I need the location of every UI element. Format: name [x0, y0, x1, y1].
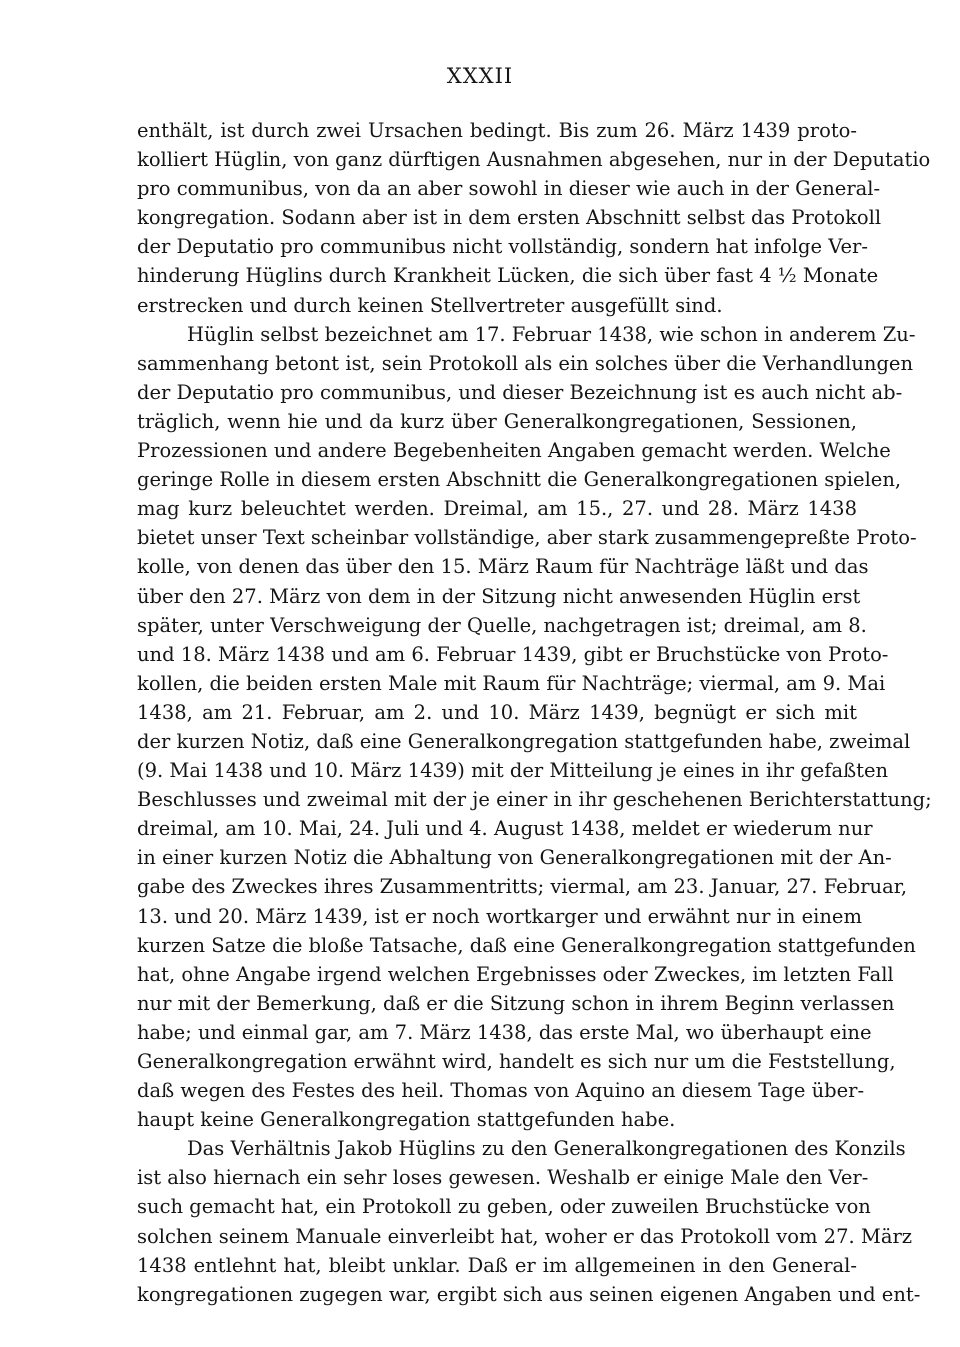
paragraph: [137, 116, 931, 320]
text-line: erstrecken und durch keinen Stellvertreter ausgefüllt sind.: [137, 293, 723, 317]
text-line: der kurzen Notiz, daß eine Generalkongregation stattgefunden habe, zweimal: [137, 729, 911, 753]
text-line: später, unter Verschweigung der Quelle, nachgetragen ist; dreimal, am 8.: [137, 613, 867, 637]
text-line: solchen seinem Manuale einverleibt hat, woher er das Protokoll vom 27. März: [137, 1224, 913, 1248]
text-line: sammenhang betont ist, sein Protokoll als ein solches über die Verhandlungen: [137, 351, 914, 375]
paragraph: [137, 1134, 921, 1309]
text-line: mag kurz beleuchtet werden. Dreimal, am 15., 27. und 28. März 1438: [137, 497, 857, 521]
text-line: haupt keine Generalkongregation stattgefunden habe.: [137, 1108, 676, 1132]
text-line: daß wegen des Festes des heil. Thomas von Aquino an diesem Tage über-: [137, 1079, 865, 1103]
text-line: Prozessionen und andere Begebenheiten Angaben gemacht werden. Welche: [137, 439, 891, 463]
text-line: kongregation. Sodann aber ist in dem ersten Abschnitt selbst das Protokoll: [137, 206, 882, 230]
text-line: hat, ohne Angabe irgend welchen Ergebnisses oder Zweckes, im letzten Fall: [137, 962, 894, 986]
text-line: Hüglin selbst bezeichnet am 17. Februar 1438, wie schon in anderem Zu-: [187, 322, 916, 346]
text-line: nur mit der Bemerkung, daß er die Sitzung schon in ihrem Beginn verlassen: [137, 991, 895, 1015]
text-line: kolle, von denen das über den 15. März Raum für Nachträge läßt und das: [137, 555, 869, 579]
text-line: enthält, ist durch zwei Ursachen bedingt. Bis zum 26. März 1439 proto-: [137, 119, 857, 142]
text-line: Beschlusses und zweimal mit der je einer in ihr geschehenen Berichterstattung;: [137, 788, 932, 812]
text-line: in einer kurzen Notiz die Abhaltung von Generalkongregationen mit der An-: [137, 846, 892, 870]
text-line: gabe des Zweckes ihres Zusammentritts; viermal, am 23. Januar, 27. Februar,: [137, 875, 908, 899]
text-line: und 18. März 1438 und am 6. Februar 1439, gibt er Bruchstücke von Proto-: [137, 642, 889, 666]
text-line: hinderung Hüglins durch Krankheit Lücken, die sich über fast 4 ½ Monate: [137, 264, 879, 288]
text-line: Generalkongregation erwähnt wird, handelt es sich nur um die Feststellung,: [137, 1050, 896, 1073]
text-line: über den 27. März von dem in der Sitzung nicht anwesenden Hüglin erst: [137, 584, 861, 608]
paragraph: [137, 320, 932, 1135]
text-line: such gemacht hat, ein Protokoll zu geben, oder zuweilen Bruchstücke von: [137, 1195, 871, 1219]
text-line: 1438 entlehnt hat, bleibt unklar. Daß er im allgemeinen in den General-: [137, 1253, 857, 1277]
text-line: kolliert Hüglin, von ganz dürftigen Ausnahmen abgesehen, nur in der Deputatio: [137, 148, 931, 172]
text-line: pro communibus, von da an aber sowohl in dieser wie auch in der General-: [137, 177, 881, 201]
text-line: 13. und 20. März 1439, ist er noch wortkarger und erwähnt nur in einem: [137, 904, 862, 928]
text-line: der Deputatio pro communibus nicht vollständig, sondern hat infolge Ver-: [137, 235, 868, 259]
text-line: 1438, am 21. Februar, am 2. und 10. März 1439, begnügt er sich mit: [137, 700, 857, 724]
text-line: dreimal, am 10. Mai, 24. Juli und 4. August 1438, meldet er wiederum nur: [137, 817, 873, 841]
text-line: kurzen Satze die bloße Tatsache, daß eine Generalkongregation stattgefunden: [137, 933, 916, 957]
text-line: der Deputatio pro communibus, und dieser Bezeichnung ist es auch nicht ab-: [137, 380, 903, 404]
text-line: kongregationen zugegen war, ergibt sich aus seinen eigenen Angaben und ent-: [137, 1282, 921, 1306]
text-line: träglich, wenn hie und da kurz über Generalkongregationen, Sessionen,: [137, 409, 857, 433]
text-line: habe; und einmal gar, am 7. März 1438, das erste Mal, wo überhaupt eine: [137, 1020, 872, 1044]
text-line: kollen, die beiden ersten Male mit Raum für Nachträge; viermal, am 9. Mai: [137, 671, 886, 695]
page-number: XXXII: [446, 64, 514, 88]
body-text: [137, 116, 932, 1309]
text-line: Das Verhältnis Jakob Hüglins zu den Generalkongregationen des Konzils: [187, 1137, 906, 1161]
text-line: (9. Mai 1438 und 10. März 1439) mit der Mitteilung je eines in ihr gefaßten: [137, 759, 889, 783]
text-line: bietet unser Text scheinbar vollständige, aber stark zusammengepreßte Proto-: [137, 526, 917, 550]
text-line: geringe Rolle in diesem ersten Abschnitt die Generalkongregationen spielen,: [137, 468, 902, 492]
text-line: ist also hiernach ein sehr loses gewesen. Weshalb er einige Male den Ver-: [137, 1166, 869, 1190]
